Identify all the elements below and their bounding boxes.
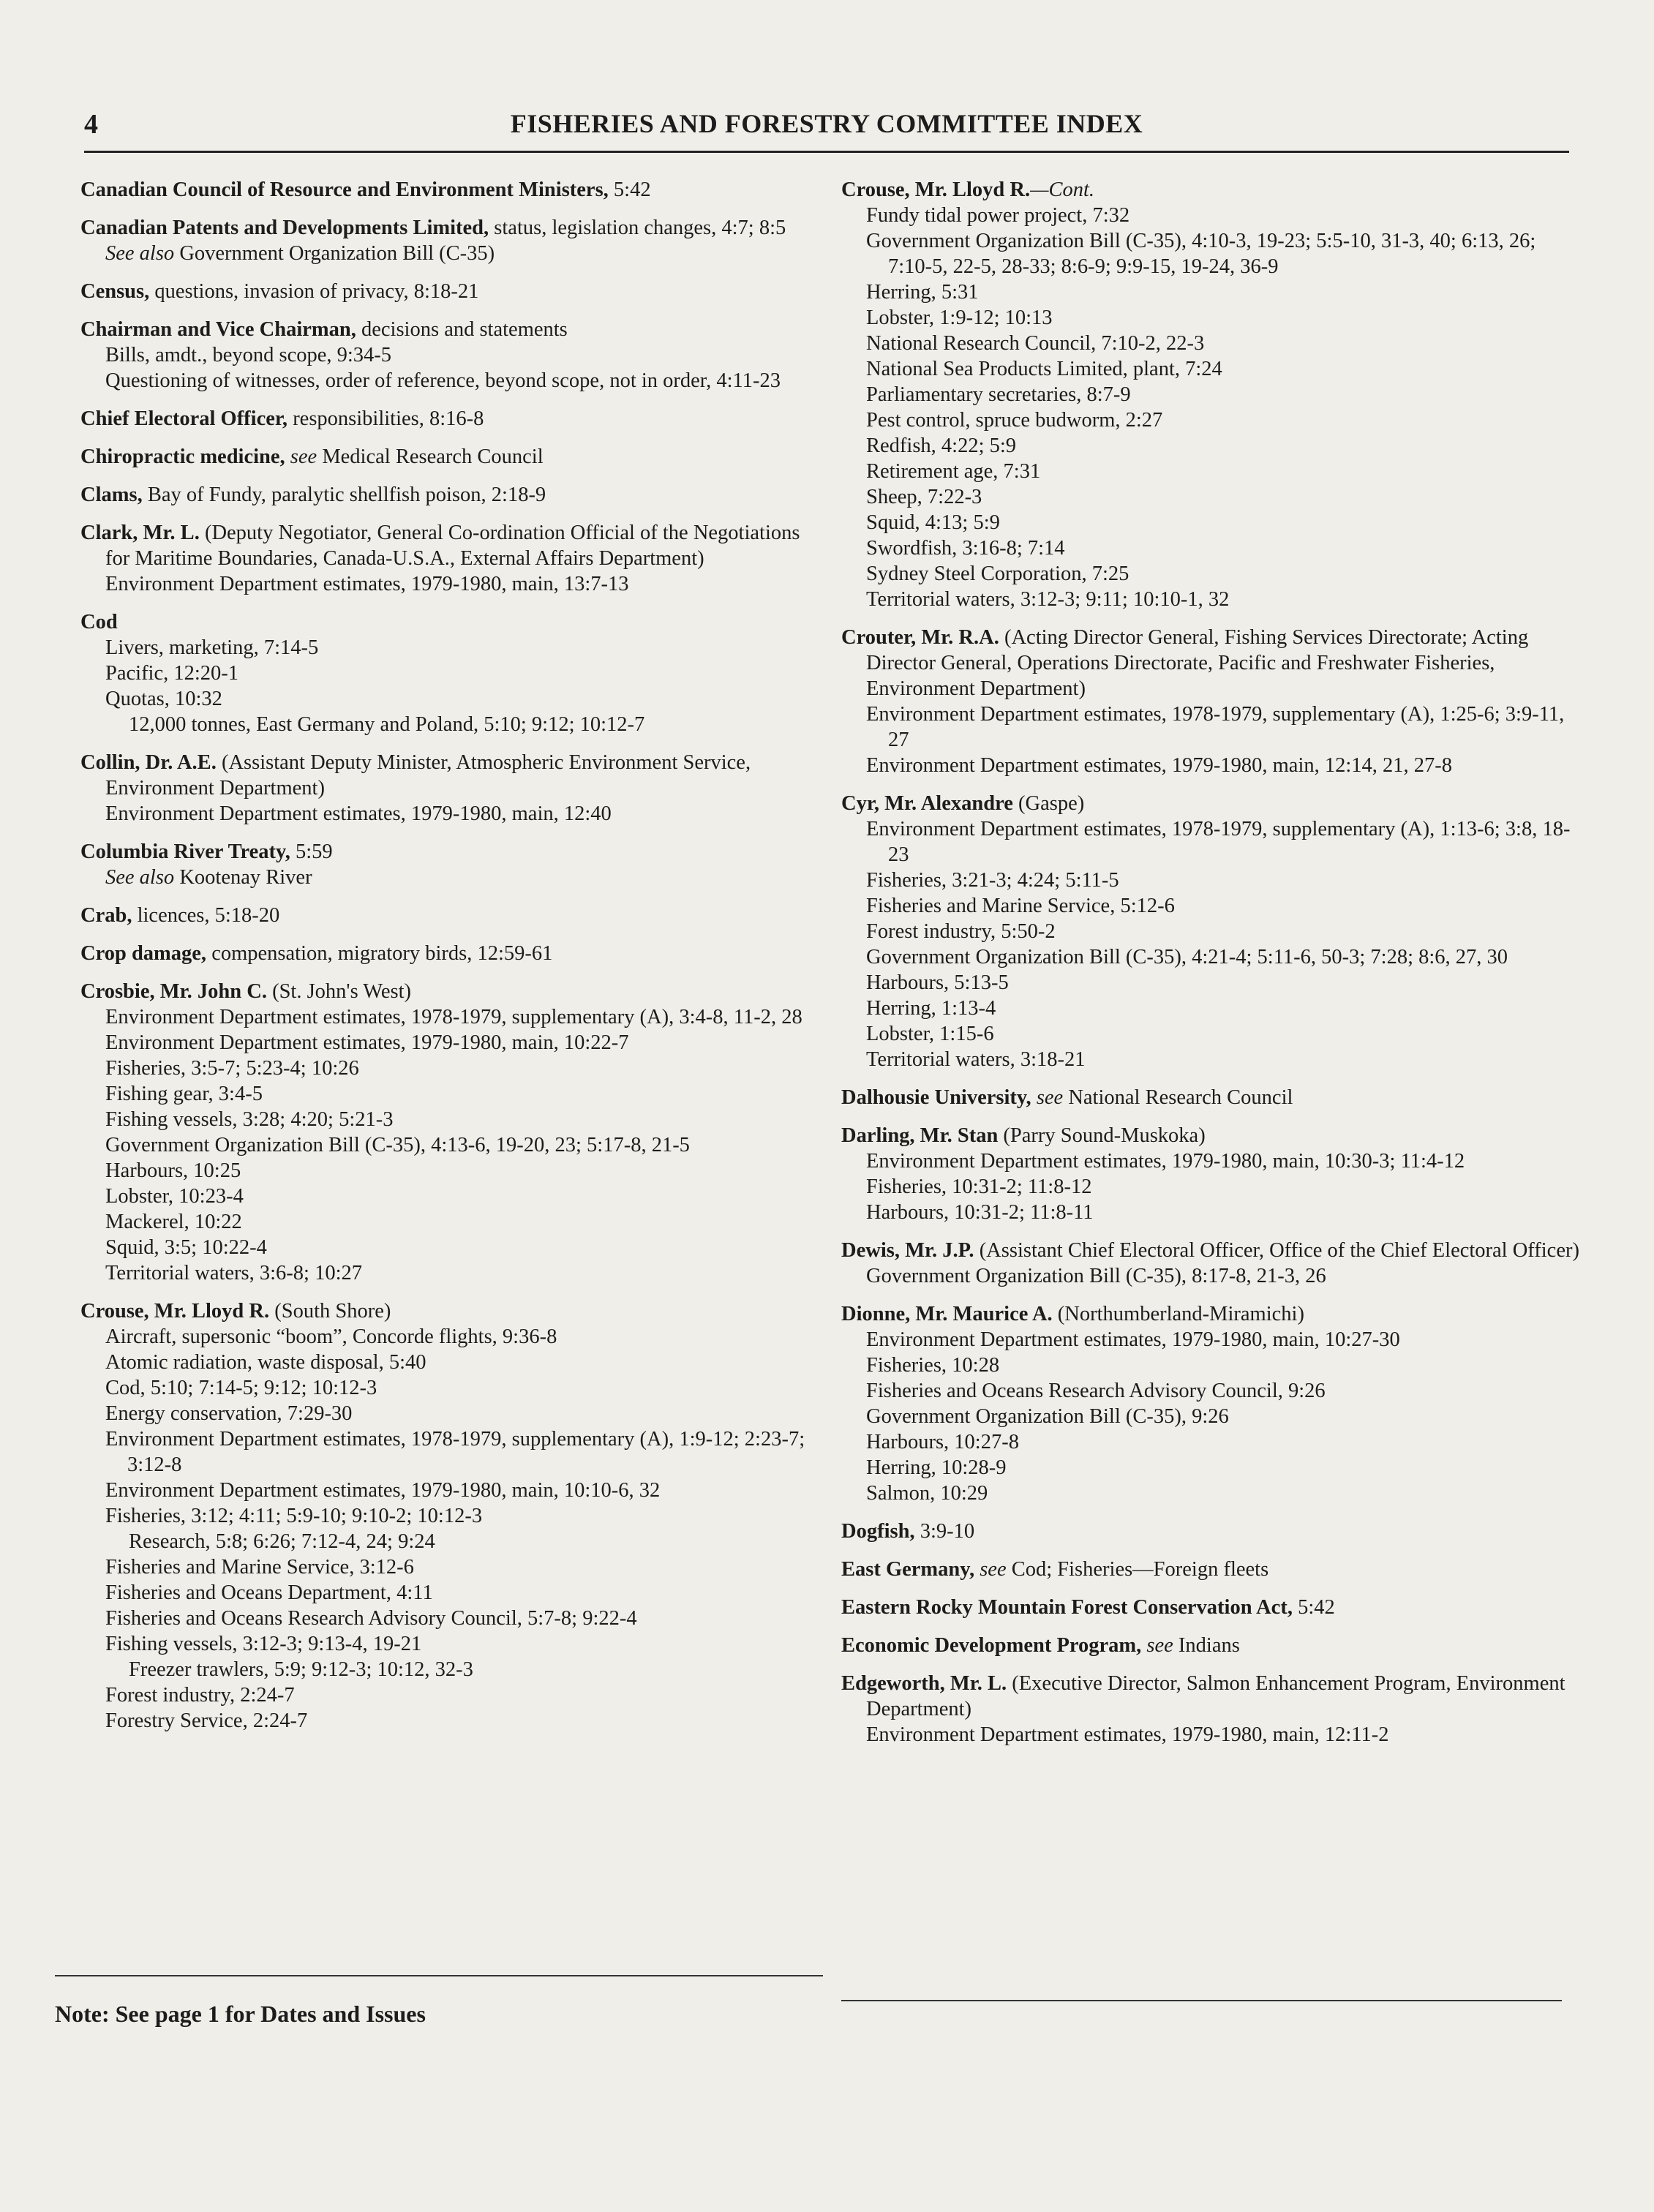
entry-text: (Acting Director General, Fishing Services Directorate; Acting Director General, Operations Directorate, Pacific and Freshwater Fisheries, Environment Department) <box>866 626 1529 700</box>
entry-subheading <box>841 970 1580 996</box>
subheading-text: Lobster, 1:15-6 <box>866 1023 994 1045</box>
entry-heading <box>841 1633 1580 1658</box>
entry-subheading <box>841 382 1580 407</box>
see-reference: see <box>1031 1086 1064 1109</box>
entry-subheading <box>841 1174 1580 1200</box>
entry-heading <box>841 1123 1580 1148</box>
entry-name: Dionne, Mr. Maurice A. <box>841 1303 1053 1325</box>
entry-subheading <box>80 1132 819 1158</box>
index-entry <box>80 1298 819 1734</box>
entry-text: 5:42 <box>1292 1596 1335 1619</box>
subheading-text: Fisheries, 3:21-3; 4:24; 5:11-5 <box>866 869 1119 892</box>
entry-heading <box>80 444 819 470</box>
entry-subheading <box>841 1200 1580 1225</box>
subheading-text: Harbours, 10:27-8 <box>866 1431 1019 1453</box>
subheading-text: Harbours, 5:13-5 <box>866 971 1009 994</box>
entry-subheading <box>841 356 1580 382</box>
entry-subheading <box>841 484 1580 510</box>
entry-text: (Parry Sound-Muskoka) <box>998 1124 1206 1147</box>
entry-subheading <box>80 865 819 890</box>
index-entry <box>80 482 819 508</box>
index-entry <box>80 903 819 928</box>
page-title: FISHERIES AND FORESTRY COMMITTEE INDEX <box>510 109 1143 138</box>
entry-heading <box>80 317 819 342</box>
subheading-text: Fundy tidal power project, 7:32 <box>866 204 1130 227</box>
subheading-text: Redfish, 4:22; 5:9 <box>866 434 1017 457</box>
subheading-text: Herring, 5:31 <box>866 281 979 304</box>
entry-subheading <box>80 1426 819 1478</box>
subheading-text: Squid, 4:13; 5:9 <box>866 511 1000 534</box>
see-reference: see <box>1141 1634 1173 1657</box>
entry-heading <box>80 941 819 966</box>
entry-subheading <box>80 1209 819 1235</box>
subheading-text: Fisheries and Oceans Research Advisory Council, 5:7-8; 9:22-4 <box>105 1607 637 1630</box>
subheading-text: Livers, marketing, 7:14-5 <box>105 636 319 659</box>
entry-text: status, legislation changes, 4:7; 8:5 <box>489 217 786 239</box>
index-column-right <box>841 177 1580 1760</box>
footer-divider <box>55 1975 823 1976</box>
index-entry <box>80 839 819 890</box>
subheading-text: Energy conservation, 7:29-30 <box>105 1402 353 1425</box>
continued-marker: —Cont. <box>1030 178 1095 201</box>
index-entry <box>841 177 1580 612</box>
subheading-text: Fisheries and Oceans Department, 4:11 <box>105 1581 433 1604</box>
entry-text: 5:42 <box>608 178 651 201</box>
entry-name: Clams, <box>80 484 143 506</box>
entry-text: (Assistant Chief Electoral Officer, Office of the Chief Electoral Officer) <box>974 1239 1579 1262</box>
entry-heading <box>841 177 1580 203</box>
page-number: 4 <box>84 109 98 140</box>
entry-subheading <box>841 407 1580 433</box>
index-entry <box>80 609 819 737</box>
index-column-left <box>80 177 819 1746</box>
entry-subheading <box>841 919 1580 944</box>
subheading-text: Research, 5:8; 6:26; 7:12-4, 24; 9:24 <box>129 1530 435 1553</box>
index-entry <box>841 1633 1580 1658</box>
entry-subheading <box>841 701 1580 753</box>
entry-subheading <box>80 1478 819 1503</box>
entry-heading <box>841 1595 1580 1620</box>
entry-subheading <box>80 1606 819 1631</box>
subheading-text: Environment Department estimates, 1978-1979, supplementary (A), 1:9-12; 2:23-7; 3:12-8 <box>105 1428 805 1476</box>
subheading-text: Fisheries and Marine Service, 5:12-6 <box>866 895 1175 917</box>
entry-subheading <box>841 1481 1580 1506</box>
entry-text: 5:59 <box>290 840 333 863</box>
footer-note: Note: See page 1 for Dates and Issues <box>55 2001 426 2027</box>
subheading-text: Harbours, 10:25 <box>105 1159 241 1182</box>
entry-subheading <box>841 279 1580 305</box>
entry-subheading <box>841 1327 1580 1353</box>
subheading-text: Fishing gear, 3:4-5 <box>105 1083 263 1105</box>
subheading-text: Territorial waters, 3:6-8; 10:27 <box>105 1262 362 1284</box>
subheading-text: National Research Council, 7:10-2, 22-3 <box>866 332 1205 355</box>
subheading-text: Fisheries and Oceans Research Advisory Council, 9:26 <box>866 1380 1326 1402</box>
entry-subheading <box>80 1004 819 1030</box>
subheading-text: Lobster, 1:9-12; 10:13 <box>866 306 1053 329</box>
subheading-text: Salmon, 10:29 <box>866 1482 988 1505</box>
entry-text: (Assistant Deputy Minister, Atmospheric Environment Service, Environment Department) <box>105 751 751 800</box>
entry-subheading <box>80 1580 819 1606</box>
entry-subheading <box>841 944 1580 970</box>
entry-name: Eastern Rocky Mountain Forest Conservation Act, <box>841 1596 1293 1619</box>
entry-heading <box>80 177 819 203</box>
entry-subheading <box>80 1708 819 1734</box>
subheading-text: Pacific, 12:20-1 <box>105 662 239 685</box>
entry-heading <box>80 750 819 801</box>
index-entry <box>841 1238 1580 1289</box>
entry-heading <box>841 1085 1580 1110</box>
entry-heading <box>80 279 819 304</box>
entry-subheading <box>80 1631 819 1657</box>
entry-name: Columbia River Treaty, <box>80 840 290 863</box>
entry-heading <box>80 903 819 928</box>
entry-heading <box>80 215 819 241</box>
subheading-text: Mackerel, 10:22 <box>105 1211 242 1233</box>
subheading-text: Quotas, 10:32 <box>105 688 222 710</box>
entry-name: Chief Electoral Officer, <box>80 407 288 430</box>
entry-subheading <box>841 1353 1580 1378</box>
entry-heading <box>841 1671 1580 1722</box>
index-entry <box>841 1085 1580 1110</box>
see-reference: see <box>974 1558 1007 1581</box>
entry-subheading <box>80 1350 819 1375</box>
entry-subheading <box>841 1455 1580 1481</box>
entry-text: Cod; Fisheries—Foreign fleets <box>1006 1558 1269 1581</box>
entry-heading <box>80 979 819 1004</box>
entry-text: Bay of Fundy, paralytic shellfish poison, 2:18-9 <box>142 484 546 506</box>
index-entry <box>841 791 1580 1072</box>
entry-text: responsibilities, 8:16-8 <box>287 407 484 430</box>
entry-subheading <box>80 686 819 712</box>
index-entry <box>80 215 819 266</box>
entry-text: Medical Research Council <box>317 445 544 468</box>
subheading-text: Environment Department estimates, 1978-1979, supplementary (A), 1:13-6; 3:8, 18-23 <box>866 818 1571 866</box>
subheading-text: Environment Department estimates, 1978-1979, supplementary (A), 1:25-6; 3:9-11, 27 <box>866 703 1565 751</box>
entry-subheading <box>80 1030 819 1056</box>
subheading-text: Environment Department estimates, 1979-1980, main, 10:10-6, 32 <box>105 1479 661 1502</box>
subheading-text: Government Organization Bill (C-35), 8:17-8, 21-3, 26 <box>866 1265 1326 1287</box>
subheading-text: Pest control, spruce budworm, 2:27 <box>866 409 1163 432</box>
entry-subheading <box>80 1682 819 1708</box>
subheading-text: Forest industry, 2:24-7 <box>105 1684 295 1707</box>
entry-subheading <box>841 305 1580 331</box>
index-entry <box>841 1595 1580 1620</box>
index-entry <box>841 1519 1580 1544</box>
entry-name: Crop damage, <box>80 942 207 965</box>
index-entry <box>80 941 819 966</box>
entry-heading <box>80 520 819 571</box>
entry-heading <box>841 1238 1580 1263</box>
entry-subheading <box>80 1158 819 1184</box>
subheading-text: Government Organization Bill (C-35), 4:13-6, 19-20, 23; 5:17-8, 21-5 <box>105 1134 690 1156</box>
entry-subheading <box>80 1056 819 1081</box>
subheading-text: Fisheries, 10:31-2; 11:8-12 <box>866 1175 1092 1198</box>
entry-name: Collin, Dr. A.E. <box>80 751 217 774</box>
subheading-text: Lobster, 10:23-4 <box>105 1185 244 1208</box>
entry-subheading <box>80 801 819 827</box>
entry-subheading <box>841 459 1580 484</box>
entry-text: licences, 5:18-20 <box>132 904 280 927</box>
entry-subheading <box>80 1324 819 1350</box>
subheading-text: Kootenay River <box>174 866 312 889</box>
subheading-text: Environment Department estimates, 1979-1980, main, 12:40 <box>105 802 612 825</box>
entry-subheading <box>841 868 1580 893</box>
subheading-text: 12,000 tonnes, East Germany and Poland, 5:10; 9:12; 10:12-7 <box>129 713 645 736</box>
index-entry <box>80 177 819 203</box>
subheading-text: Government Organization Bill (C-35), 4:21-4; 5:11-6, 50-3; 7:28; 8:6, 27, 30 <box>866 946 1508 968</box>
subheading-text: Government Organization Bill (C-35) <box>174 242 495 265</box>
entry-heading <box>841 1301 1580 1327</box>
entry-name: Dewis, Mr. J.P. <box>841 1239 974 1262</box>
entry-subheading <box>841 753 1580 778</box>
subheading-text: Freezer trawlers, 5:9; 9:12-3; 10:12, 32-3 <box>129 1658 473 1681</box>
entry-heading <box>80 839 819 865</box>
entry-subheading <box>841 1429 1580 1455</box>
entry-subheading <box>80 712 819 737</box>
entry-name: Dalhousie University, <box>841 1086 1031 1109</box>
entry-subheading <box>841 1021 1580 1047</box>
entry-name: Cyr, Mr. Alexandre <box>841 792 1013 815</box>
entry-subheading <box>841 1263 1580 1289</box>
entry-heading <box>841 791 1580 816</box>
entry-text: questions, invasion of privacy, 8:18-21 <box>149 280 479 303</box>
subheading-text: Sydney Steel Corporation, 7:25 <box>866 563 1129 585</box>
entry-subheading <box>80 1081 819 1107</box>
entry-subheading <box>80 1401 819 1426</box>
entry-subheading <box>80 635 819 661</box>
entry-name: Chiropractic medicine, <box>80 445 285 468</box>
entry-subheading <box>80 1529 819 1554</box>
entry-name: Crab, <box>80 904 132 927</box>
subheading-text: Fisheries, 3:12; 4:11; 5:9-10; 9:10-2; 10:12-3 <box>105 1505 483 1527</box>
subheading-text: Territorial waters, 3:12-3; 9:11; 10:10-1, 32 <box>866 588 1230 611</box>
index-entry <box>80 444 819 470</box>
entry-subheading <box>841 433 1580 459</box>
entry-text: (South Shore) <box>269 1300 391 1323</box>
entry-subheading <box>841 331 1580 356</box>
entry-text: National Research Council <box>1063 1086 1293 1109</box>
subheading-text: Forest industry, 5:50-2 <box>866 920 1056 943</box>
index-entry <box>80 520 819 597</box>
entry-heading <box>841 1519 1580 1544</box>
entry-text: 3:9-10 <box>914 1520 975 1543</box>
subheading-text: Fishing vessels, 3:12-3; 9:13-4, 19-21 <box>105 1633 422 1655</box>
entry-subheading <box>80 241 819 266</box>
entry-name: Canadian Patents and Developments Limited, <box>80 217 489 239</box>
entry-name: Crouse, Mr. Lloyd R. <box>80 1300 270 1323</box>
entry-text: (Gaspe) <box>1012 792 1085 815</box>
entry-text: compensation, migratory birds, 12:59-61 <box>206 942 553 965</box>
entry-subheading <box>80 1503 819 1529</box>
subheading-text: Environment Department estimates, 1979-1980, main, 12:11-2 <box>866 1723 1389 1746</box>
entry-subheading <box>841 587 1580 612</box>
index-entry <box>80 750 819 827</box>
entry-name: East Germany, <box>841 1558 975 1581</box>
footer-divider <box>841 2000 1562 2001</box>
entry-subheading <box>841 1404 1580 1429</box>
entry-subheading <box>841 561 1580 587</box>
subheading-text: Government Organization Bill (C-35), 4:10-3, 19-23; 5:5-10, 31-3, 40; 6:13, 26; 7:10-5, 22-5, 28-33; 8:6-9; 9:9-15, 19-24, 36-9 <box>866 230 1536 278</box>
entry-subheading <box>80 1554 819 1580</box>
subheading-text: Questioning of witnesses, order of reference, beyond scope, not in order, 4:11-23 <box>105 369 781 392</box>
subheading-text: Bills, amdt., beyond scope, 9:34-5 <box>105 344 392 366</box>
entry-name: Dogfish, <box>841 1520 915 1543</box>
entry-subheading <box>841 996 1580 1021</box>
entry-text: (Deputy Negotiator, General Co-ordination Official of the Negotiations for Maritime Boundaries, Canada-U.S.A., External Affairs Department) <box>105 522 800 570</box>
entry-text: (St. John's West) <box>266 980 412 1003</box>
see-reference: see <box>285 445 317 468</box>
entry-name: Census, <box>80 280 150 303</box>
subheading-text: Environment Department estimates, 1978-1979, supplementary (A), 3:4-8, 11-2, 28 <box>105 1006 802 1028</box>
entry-subheading <box>80 1107 819 1132</box>
entry-heading <box>841 1557 1580 1582</box>
entry-subheading <box>841 535 1580 561</box>
entry-text: Indians <box>1173 1634 1240 1657</box>
subheading-text: Government Organization Bill (C-35), 9:26 <box>866 1405 1229 1428</box>
subheading-text: Fishing vessels, 3:28; 4:20; 5:21-3 <box>105 1108 394 1131</box>
see-also-label: See also <box>105 242 175 265</box>
subheading-text: Environment Department estimates, 1979-1980, main, 10:27-30 <box>866 1328 1400 1351</box>
entry-heading <box>80 406 819 432</box>
index-entry <box>841 1123 1580 1225</box>
subheading-text: Fisheries, 10:28 <box>866 1354 1000 1377</box>
index-entry <box>80 317 819 394</box>
entry-name: Edgeworth, Mr. L. <box>841 1672 1007 1695</box>
subheading-text: Sheep, 7:22-3 <box>866 486 982 508</box>
see-also-label: See also <box>105 866 175 889</box>
entry-name: Crouter, Mr. R.A. <box>841 626 999 649</box>
entry-subheading <box>80 342 819 368</box>
entry-subheading <box>80 661 819 686</box>
entry-heading <box>80 1298 819 1324</box>
index-entry <box>841 625 1580 778</box>
entry-name: Clark, Mr. L. <box>80 522 200 544</box>
entry-subheading <box>80 1184 819 1209</box>
entry-name: Darling, Mr. Stan <box>841 1124 999 1147</box>
entry-subheading <box>841 1722 1580 1748</box>
index-entry <box>841 1671 1580 1748</box>
entry-subheading <box>80 1235 819 1260</box>
subheading-text: Squid, 3:5; 10:22-4 <box>105 1236 267 1259</box>
entry-subheading <box>80 571 819 597</box>
entry-subheading <box>80 1375 819 1401</box>
subheading-text: Territorial waters, 3:18-21 <box>866 1048 1086 1071</box>
entry-text: (Northumberland-Miramichi) <box>1052 1303 1304 1325</box>
entry-subheading <box>841 893 1580 919</box>
entry-name: Economic Development Program, <box>841 1634 1142 1657</box>
subheading-text: Fisheries and Marine Service, 3:12-6 <box>105 1556 414 1579</box>
entry-name: Cod <box>80 611 118 633</box>
entry-subheading <box>841 203 1580 228</box>
subheading-text: Forestry Service, 2:24-7 <box>105 1709 308 1732</box>
entry-heading <box>841 625 1580 701</box>
index-entry <box>80 406 819 432</box>
subheading-text: National Sea Products Limited, plant, 7:24 <box>866 358 1222 380</box>
entry-subheading <box>841 1378 1580 1404</box>
entry-subheading <box>841 1047 1580 1072</box>
entry-heading <box>80 482 819 508</box>
entry-name: Crosbie, Mr. John C. <box>80 980 267 1003</box>
entry-subheading <box>80 1657 819 1682</box>
subheading-text: Environment Department estimates, 1979-1980, main, 10:30-3; 11:4-12 <box>866 1150 1465 1173</box>
subheading-text: Atomic radiation, waste disposal, 5:40 <box>105 1351 426 1374</box>
entry-name: Chairman and Vice Chairman, <box>80 318 356 341</box>
index-entry <box>841 1301 1580 1506</box>
entry-name: Canadian Council of Resource and Environment Ministers, <box>80 178 609 201</box>
subheading-text: Parliamentary secretaries, 8:7-9 <box>866 383 1131 406</box>
subheading-text: Herring, 1:13-4 <box>866 997 996 1020</box>
entry-subheading <box>841 228 1580 279</box>
entry-subheading <box>841 510 1580 535</box>
page-header <box>84 102 1569 153</box>
entry-subheading <box>841 1148 1580 1174</box>
entry-text: decisions and statements <box>356 318 568 341</box>
subheading-text: Fisheries, 3:5-7; 5:23-4; 10:26 <box>105 1057 359 1080</box>
subheading-text: Herring, 10:28-9 <box>866 1456 1007 1479</box>
subheading-text: Environment Department estimates, 1979-1980, main, 13:7-13 <box>105 573 629 595</box>
entry-text: (Executive Director, Salmon Enhancement Program, Environment Department) <box>866 1672 1565 1720</box>
subheading-text: Cod, 5:10; 7:14-5; 9:12; 10:12-3 <box>105 1377 377 1399</box>
subheading-text: Retirement age, 7:31 <box>866 460 1041 483</box>
index-entry <box>841 1557 1580 1582</box>
subheading-text: Aircraft, supersonic “boom”, Concorde flights, 9:36-8 <box>105 1325 557 1348</box>
entry-subheading <box>80 368 819 394</box>
index-entry <box>80 979 819 1286</box>
index-entry <box>80 279 819 304</box>
subheading-text: Environment Department estimates, 1979-1980, main, 12:14, 21, 27-8 <box>866 754 1453 777</box>
subheading-text: Environment Department estimates, 1979-1980, main, 10:22-7 <box>105 1031 629 1054</box>
entry-name: Crouse, Mr. Lloyd R. <box>841 178 1031 201</box>
subheading-text: Harbours, 10:31-2; 11:8-11 <box>866 1201 1094 1224</box>
subheading-text: Swordfish, 3:16-8; 7:14 <box>866 537 1065 560</box>
entry-subheading <box>80 1260 819 1286</box>
entry-heading <box>80 609 819 635</box>
entry-subheading <box>841 816 1580 868</box>
